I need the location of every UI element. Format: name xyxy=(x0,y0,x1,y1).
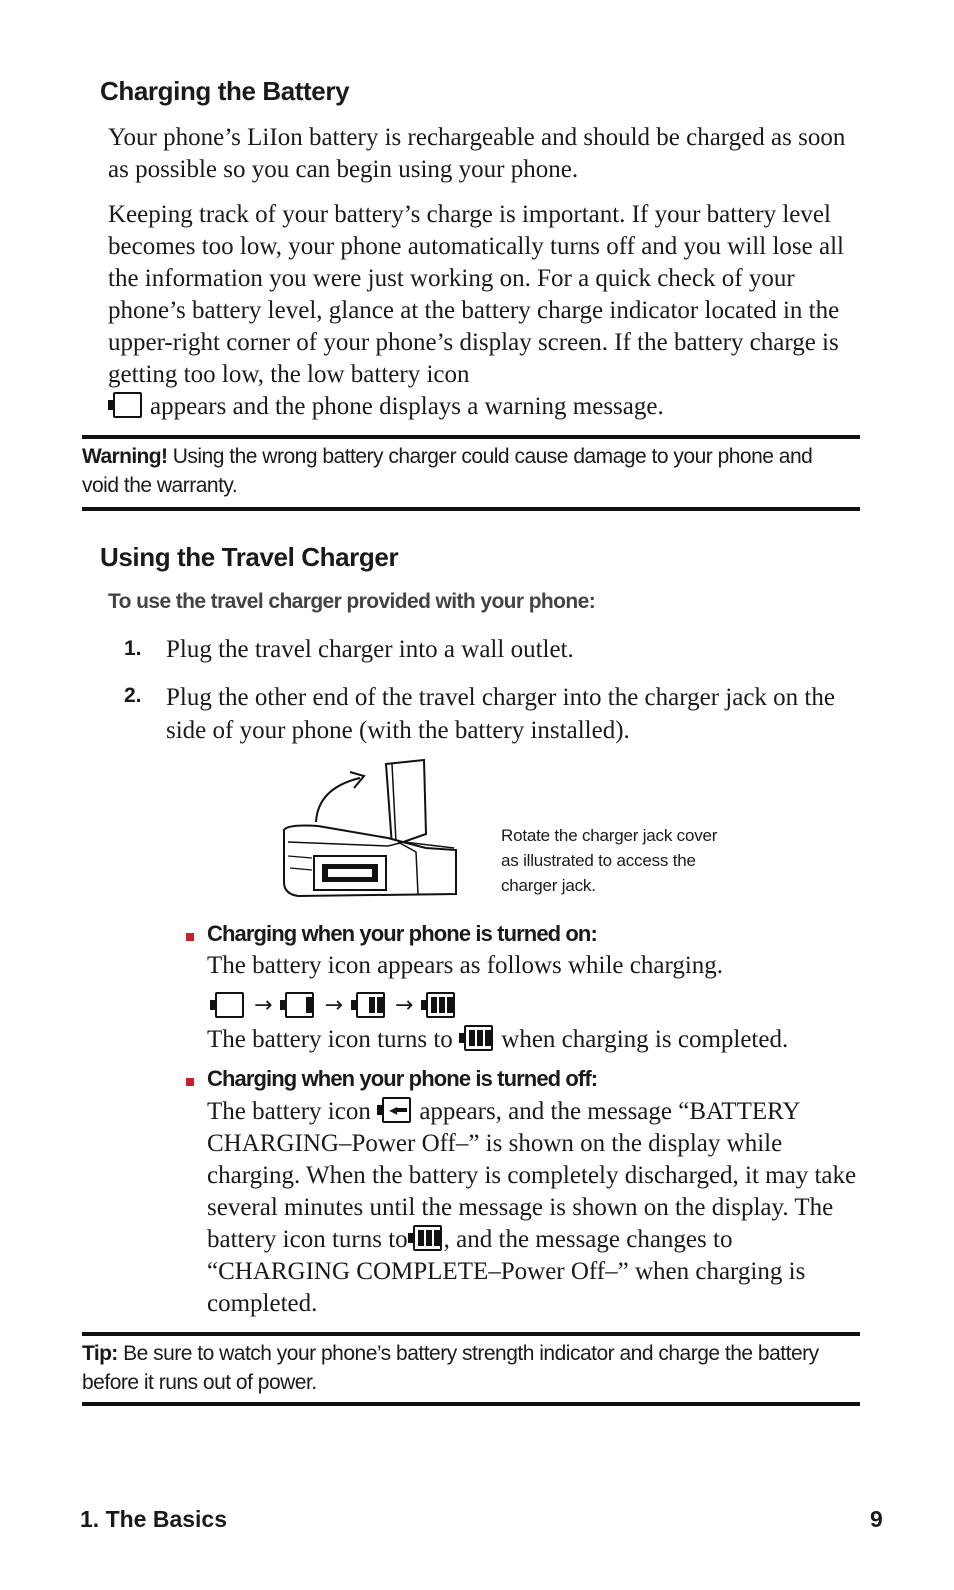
battery-two-bars-icon xyxy=(351,992,387,1018)
footer-section-title: 1. The Basics xyxy=(80,1506,228,1532)
bullet-heading-phone-off: Charging when your phone is turned off: xyxy=(207,1066,598,1091)
battery-charging-off-icon: ◂ xyxy=(377,1097,413,1123)
warning-top-rule xyxy=(82,435,860,439)
paragraph-liion-text: Your phone’s LiIon battery is rechargeable and should be charged as soon as possible so you can begin using your phone. xyxy=(108,124,846,183)
paragraph-tracking-text: Keeping track of your battery’s charge is important. If your battery level becomes too low, your phone automatically turns off and you will lose all the information you were just working on. For a quick check of your phone’s battery level, glance at the battery charge indicator located in the upper-right corner of your phone’s display screen. If the battery charge is getting too low, the low battery icon xyxy=(108,201,844,388)
section-heading-charging: Charging the Battery xyxy=(100,76,350,106)
step-2-number: 2. xyxy=(124,684,142,707)
battery-full-icon xyxy=(421,992,457,1018)
arrow-right-icon: → xyxy=(394,992,414,1018)
paragraph-liion xyxy=(108,122,848,186)
paragraph-tracking-end: appears and the phone displays a warning message. xyxy=(150,393,664,420)
bullet-on-line2-before: The battery icon turns to xyxy=(207,1026,453,1053)
battery-full-icon xyxy=(459,1025,495,1051)
tip-text: Be sure to watch your phone’s battery strength indicator and charge the battery before it runs out of power. xyxy=(82,1342,819,1394)
tip-label: Tip: xyxy=(82,1342,118,1365)
warning-text: Using the wrong battery charger could cause damage to your phone and void the warranty. xyxy=(82,445,813,497)
step-1-text: Plug the travel charger into a wall outlet. xyxy=(166,636,574,663)
battery-empty-icon xyxy=(210,992,246,1018)
paragraph-tracking xyxy=(108,199,848,423)
step-2-text: Plug the other end of the travel charger into the charger jack on the side of your phone (with the battery installed). xyxy=(166,684,835,744)
step-1-number: 1. xyxy=(124,637,142,660)
battery-charging-sequence xyxy=(210,990,457,1020)
bullet-marker-off xyxy=(186,1078,194,1086)
tip-note xyxy=(82,1339,852,1397)
bullet-off-t3: , and the message changes to “CHARGING COMPLETE–Power Off–” when charging is completed. xyxy=(207,1226,806,1317)
bullet-heading-phone-on: Charging when your phone is turned on: xyxy=(207,921,597,946)
bullet-on-line2-after: when charging is completed. xyxy=(501,1026,789,1053)
tip-top-rule xyxy=(82,1332,860,1336)
arrow-right-icon: → xyxy=(324,992,343,1018)
battery-empty-icon xyxy=(108,392,144,418)
arrow-right-icon: → xyxy=(254,992,273,1018)
bullet-on-line2 xyxy=(207,1024,857,1056)
phone-charger-jack-illustration xyxy=(278,756,464,902)
warning-note xyxy=(82,442,852,500)
bullet-off-t2: appears, and the message “BATTERY CHARGING–Power Off–” is shown on the display while charging. When the battery is completely discharged, it may take several minutes until the message is shown on the display. The battery icon turns to xyxy=(207,1098,857,1253)
tip-bottom-rule xyxy=(82,1402,860,1406)
page-number: 9 xyxy=(870,1506,883,1532)
battery-one-bar-icon xyxy=(280,992,316,1018)
procedure-intro: To use the travel charger provided with your phone: xyxy=(108,590,596,613)
bullet-on-line1: The battery icon appears as follows while charging. xyxy=(207,952,724,979)
bullet-marker-on xyxy=(186,933,194,941)
section-heading-travel-charger: Using the Travel Charger xyxy=(100,542,399,572)
bullet-off-t1: The battery icon xyxy=(207,1098,371,1125)
battery-full-icon xyxy=(408,1225,444,1251)
figure-caption: Rotate the charger jack cover as illustrated to access the charger jack. xyxy=(501,826,718,895)
warning-bottom-rule xyxy=(82,507,860,511)
bullet-off-paragraph xyxy=(207,1096,862,1320)
warning-label: Warning! xyxy=(82,445,168,468)
